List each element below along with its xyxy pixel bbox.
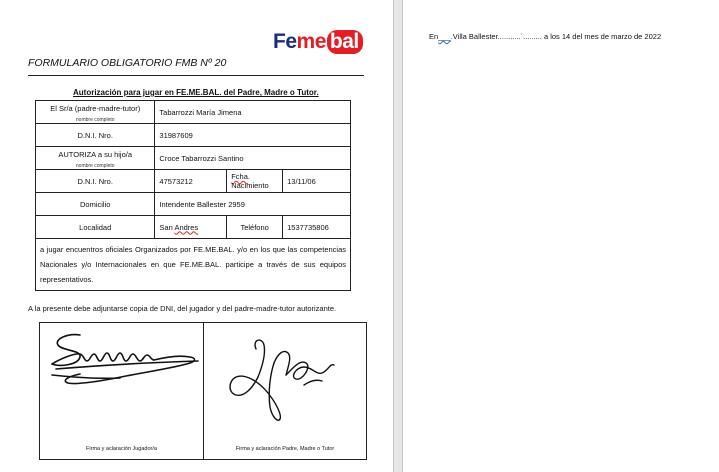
table-row — [36, 124, 351, 147]
table-row — [36, 170, 351, 193]
tutor-signature-cell — [203, 323, 366, 459]
telefono-label: Teléfono — [227, 216, 283, 239]
localidad-label: Localidad — [36, 216, 155, 239]
logo-text-me: me — [296, 30, 326, 53]
dni-tutor-label: D.N.I. Nro. — [36, 124, 155, 147]
place-blank: ___ — [438, 32, 451, 41]
hijo-label: AUTORIZA a su hijo/a — [58, 149, 133, 159]
dni-hijo-label: D.N.I. Nro. — [36, 170, 155, 193]
tutor-name-value: Tabarrozzi María Jimena — [155, 101, 351, 124]
signature-table — [39, 322, 367, 460]
attachment-note: A la presente debe adjuntarse copia de DNI, del jugador y del padre-madre-tutor autorizante. — [28, 304, 337, 313]
localidad-value — [155, 216, 227, 239]
telefono-value: 1537735806 — [283, 216, 351, 239]
femebal-logo — [273, 30, 363, 54]
place-dots: ...........´......... — [497, 32, 542, 41]
birthdate-label-a: Fcha — [231, 172, 248, 181]
player-signature-cell — [40, 323, 203, 459]
table-row — [36, 193, 351, 216]
player-signature-caption: Firma y aclaración Jugador/a — [86, 446, 157, 452]
tutor-label-cell — [36, 101, 155, 124]
logo-text-bal: bal — [327, 30, 363, 54]
player-signature-image — [40, 323, 204, 461]
place-prefix: En — [429, 32, 439, 41]
date-text: a los 14 del mes de marzo de 2022 — [541, 32, 662, 41]
tutor-signature-image — [204, 323, 368, 461]
authorization-paragraph: a jugar encuentros oficiales Organizados por FE.ME.BAL. y/o en los que las competencias Nacionales y/o Internacionales en que FE.ME.BAL. participe a través de sus equipos representativos. — [36, 239, 351, 291]
table-row — [36, 216, 351, 239]
table-row — [36, 101, 351, 124]
localidad-value-b: Andres — [174, 222, 199, 232]
hijo-label-cell — [36, 147, 155, 170]
tutor-hint: nombre completo — [75, 116, 115, 123]
birthdate-value: 13/11/06 — [283, 170, 351, 193]
domicilio-value: Intendente Ballester 2959 — [155, 193, 351, 216]
table-row — [36, 239, 351, 291]
tutor-label: El Sr/a (padre-madre-tutor) — [50, 103, 141, 113]
birthdate-label-b: . Nacimiento — [231, 172, 269, 190]
domicilio-label: Domicilio — [36, 193, 155, 216]
hijo-name-value: Croce Tabarrozzi Santino — [155, 147, 351, 170]
table-row — [36, 147, 351, 170]
authorization-table — [35, 100, 351, 291]
title-divider — [28, 75, 364, 76]
form-title: FORMULARIO OBLIGATORIO FMB Nº 20 — [28, 57, 227, 69]
tutor-signature-caption: Firma y aclaración Padre, Madre o Tutor — [235, 446, 335, 452]
document-page-2 — [402, 0, 719, 472]
dni-hijo-value: 47573212 — [155, 170, 227, 193]
dni-tutor-value: 31987609 — [155, 124, 351, 147]
localidad-value-a: San — [159, 222, 175, 232]
form-subtitle: Autorización para jugar en FE.ME.BAL. del Padre, Madre o Tutor. — [73, 88, 319, 97]
birthdate-label — [227, 170, 283, 193]
logo-text-fe: Fe — [273, 30, 297, 53]
place-name: .Villa Ballester — [450, 32, 498, 41]
hijo-hint: nombre completo — [75, 162, 115, 169]
place-date-line — [429, 32, 661, 41]
